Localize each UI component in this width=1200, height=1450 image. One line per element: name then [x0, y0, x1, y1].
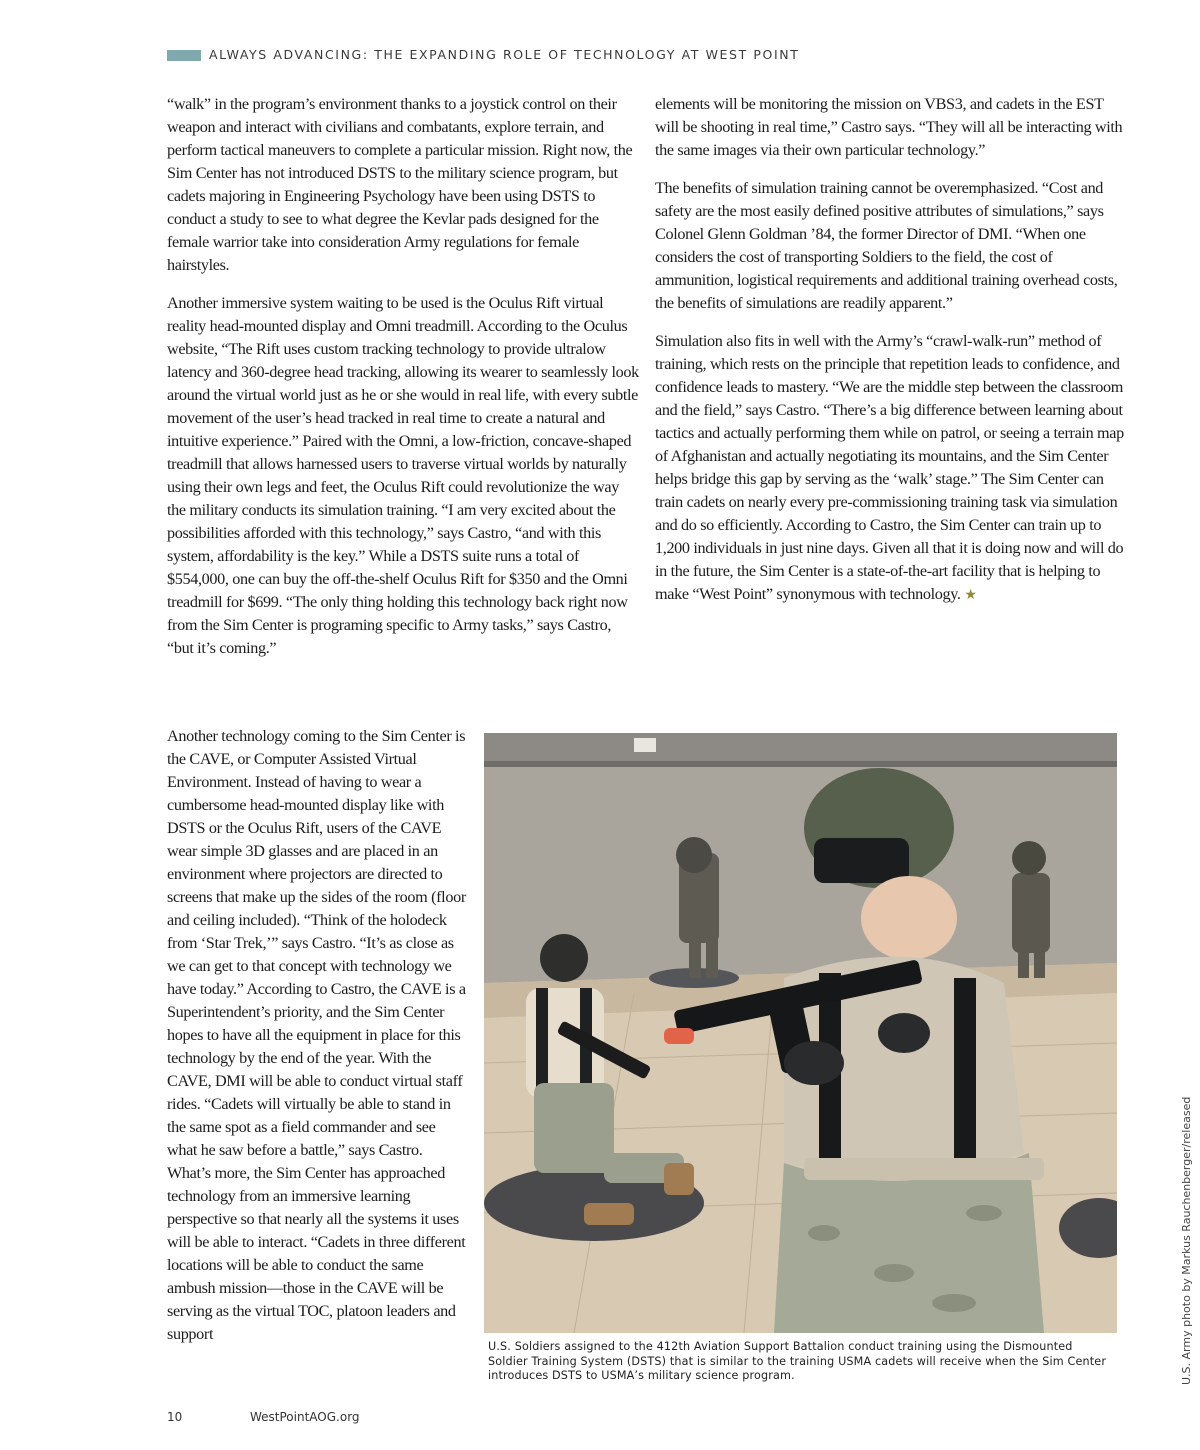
- footer-site-link[interactable]: WestPointAOG.org: [250, 1410, 360, 1424]
- running-header: ALWAYS ADVANCING: THE EXPANDING ROLE OF TECHNOLOGY AT WEST POINT: [209, 47, 800, 62]
- photo-caption: U.S. Soldiers assigned to the 412th Aviation Support Battalion conduct training using the Dismounted Soldier Training System (DSTS) that is similar to the training USMA cadets will receive when the Sim Center introduces DSTS to USMA’s military science program.: [488, 1340, 1107, 1383]
- page-number: 10: [167, 1410, 183, 1424]
- paragraph: elements will be monitoring the mission on VBS3, and cadets in the EST will be shooting in real time,” Castro says. “They will all be interacting with the same images via their own particular technology.”: [655, 95, 1123, 159]
- end-star-icon: ★: [964, 587, 977, 603]
- paragraph: Another immersive system waiting to be used is the Oculus Rift virtual reality head-mounted display and Omni treadmill. According to the Oculus website, “The Rift uses custom tracking technology to provide ultralow latency and 360-degree head tracking, allowing its wearer to seamlessly look around the virtual world just as he or she would in real life, with every subtle movement of the user’s head tracked in real time to create a natural and intuitive experience.” Paired with the Omni, a low-friction, concave-shaped treadmill that allows harnessed users to traverse virtual worlds by naturally using their own legs and feet, the Oculus Rift could revolutionize the way the military conducts its simulation training. “I am very excited about the possibilities afforded with this technology,” says Castro, “and with this system, affordability is the key.” While a DSTS suite runs a total of $554,000, one can buy the off-the-shelf Oculus Rift for $350 and the Omni treadmill for $699. “The only thing holding this technology back right now from the Sim Center is programing specific to Army tasks,” says Castro, “but it’s coming.”: [167, 294, 639, 657]
- article-column-left-bottom: [167, 725, 467, 1361]
- paragraph: The benefits of simulation training cannot be overemphasized. “Cost and safety are the most easily defined positive attributes of simulations,” says Colonel Glenn Goldman ’84, the former Director of DMI. “When one considers the cost of transporting Soldiers to the field, the cost of ammunition, logistical requirements and additional training overhead costs, the benefits of simulations are readily apparent.”: [655, 179, 1118, 312]
- paragraph: “walk” in the program’s environment thanks to a joystick control on their weapon and interact with civilians and combatants, explore terrain, and perform tactical maneuvers to complete a particular mission. Right now, the Sim Center has not introduced DSTS to the military science program, but cadets majoring in Engineering Psychology have been using DSTS to conduct a study to see to what degree the Kevlar pads designed for the female warrior take into consideration Army regulations for female hairstyles.: [167, 95, 633, 274]
- article-column-right-top: [655, 93, 1125, 622]
- paragraph: Another technology coming to the Sim Center is the CAVE, or Computer Assisted Virtual Environment. Instead of having to wear a cumbersome head-mounted display like with DSTS or the Oculus Rift, users of the CAVE wear simple 3D glasses and are placed in an environment where projectors are directed to screens that make up the sides of the room (floor and ceiling included). “Think of the holodeck from ‘Star Trek,’” says Castro. “It’s as close as we can get to that concept with technology we have today.” According to Castro, the CAVE is a Superintendent’s priority, and the Sim Center hopes to have all the equipment in place for this technology by the end of the year. With the CAVE, DMI will be able to conduct virtual staff rides. “Cadets will virtually be able to stand in the same spot as a field commander and see what he saw before a battle,” says Castro. What’s more, the Sim Center has approached technology from an immersive learning perspective so that nearly all the systems it uses will be able to interact. “Cadets in three different locations will be able to conduct the same ambush mission—those in the CAVE will be serving as the virtual TOC, platoon leaders and support: [167, 727, 466, 1343]
- photo-credit: U.S. Army photo by Markus Rauchenberger/released: [1180, 1096, 1193, 1385]
- paragraph: [655, 330, 1125, 607]
- paragraph-text: Simulation also fits in well with the Army’s “crawl-walk-run” method of training, which rests on the principle that repetition leads to confidence, and confidence leads to mastery. “We are the middle step between the classroom and the field,” says Castro. “There’s a big difference between learning about tactics and actually performing them while on patrol, or seeing a terrain map of Afghanistan and actually negotiating its mountains, and the Sim Center helps bridge this gap by serving as the ‘walk’ stage.” The Sim Center can train cadets on nearly every pre-commissioning training task via simulation and do so efficiently. According to Castro, the Sim Center can train up to 1,200 individuals in just nine days. Given all that it is doing now and will do in the future, the Sim Center is a state-of-the-art facility that is helping to make “West Point” synonymous with technology.: [655, 332, 1124, 603]
- soldiers-training-photo: [484, 733, 1117, 1333]
- article-column-left-top: [167, 93, 639, 675]
- article-photo: [484, 733, 1117, 1333]
- header-accent-bar: [167, 50, 201, 61]
